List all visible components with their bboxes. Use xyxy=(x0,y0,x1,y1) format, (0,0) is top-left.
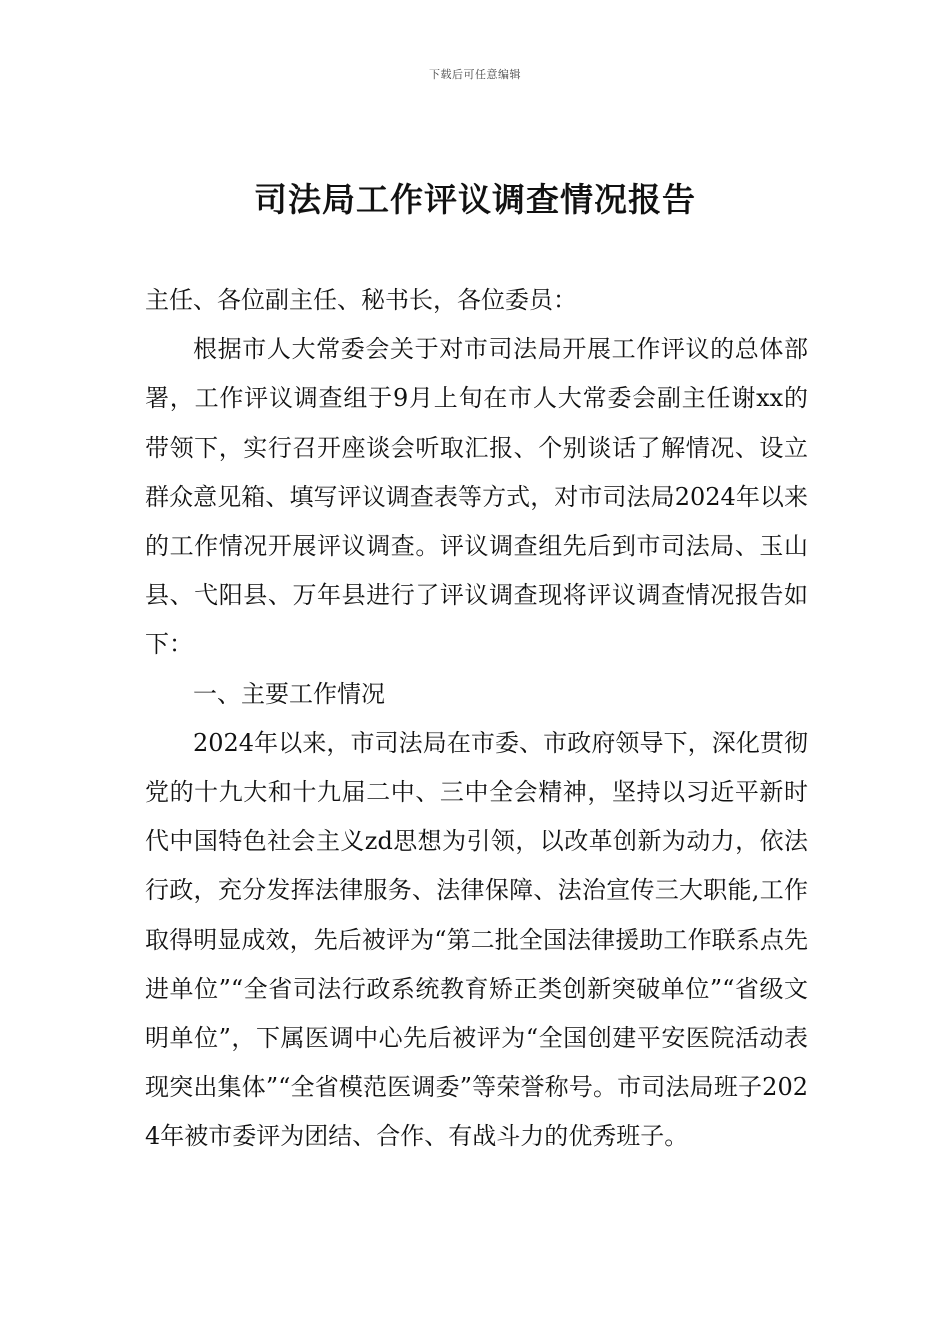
header-note: 下载后可任意编辑 xyxy=(429,68,521,81)
paragraph-intro: 根据市人大常委会关于对市司法局开展工作评议的总体部署，工作评议调查组于9月上旬在市人大常委会副主任谢xx的带领下，实行召开座谈会听取汇报、个别谈话了解情况、设立群众意见箱、填写评议调查表等方式，对市司法局2024年以来的工作情况开展评议调查。评议调查组先后到市司法局、玉山县、弋阳县、万年县进行了评议调查现将评议调查情况报告如下： xyxy=(145,335,808,659)
section-heading: 一、主要工作情况 xyxy=(193,679,385,708)
document-body xyxy=(145,276,808,1162)
document-title: 司法局工作评议调查情况报告 xyxy=(254,180,696,219)
paragraph-work-summary: 2024年以来，市司法局在市委、市政府领导下，深化贯彻党的十九大和十九届二中、三中全会精神，坚持以习近平新时代中国特色社会主义zd思想为引领，以改革创新为动力，依法行政，充分发挥法律服务、法律保障、法治宣传三大职能,工作取得明显成效，先后被评为“第二批全国法律援助工作联系点先进单位”“全省司法行政系统教育矫正类创新突破单位”“省级文明单位”，下属医调中心先后被评为“全国创建平安医院活动表现突出集体”“全省模范医调委”等荣誉称号。市司法局班子2024年被市委评为团结、合作、有战斗力的优秀班子。 xyxy=(145,728,808,1151)
salutation: 主任、各位副主任、秘书长，各位委员： xyxy=(145,286,577,314)
